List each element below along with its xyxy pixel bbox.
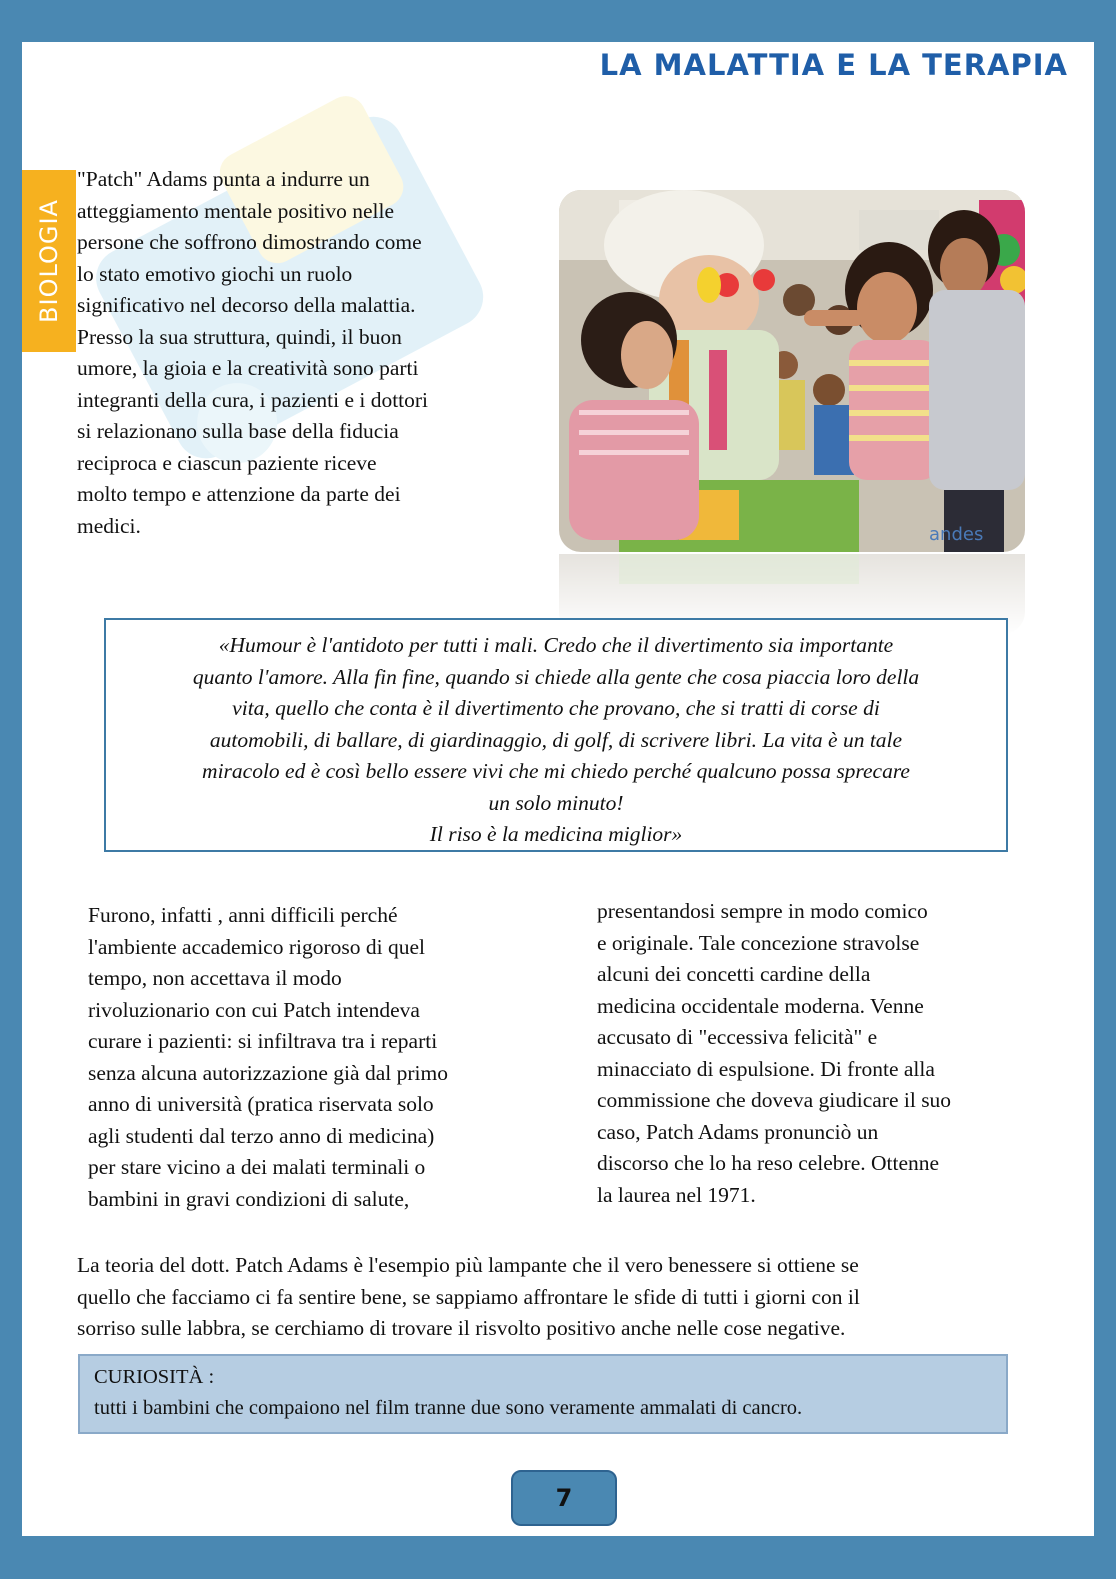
quote-line: quanto l'amore. Alla fin fine, quando si chiede alla gente che cosa piaccia loro della <box>192 664 920 689</box>
text-line: umore, la gioia e la creatività sono parti <box>77 356 419 380</box>
text-line: atteggiamento mentale positivo nelle <box>77 198 395 223</box>
text-line: la laurea nel 1971. <box>597 1182 756 1207</box>
text-line: accusato di "eccessiva felicità" e <box>597 1025 878 1049</box>
text-line: presentandosi sempre in modo comico <box>597 899 928 923</box>
text-line: discorso che lo ha reso celebre. Ottenne <box>597 1151 940 1175</box>
text-line: agli studenti dal terzo anno di medicina) <box>88 1123 435 1148</box>
text-line: bambini in gravi condizioni di salute, <box>88 1186 410 1211</box>
text-line: per stare vicino a dei malati terminali o <box>88 1155 426 1179</box>
curiosity-title: CURIOSITÀ : <box>94 1366 215 1388</box>
page <box>22 42 1094 1536</box>
text-line: curare i pazienti: si infiltrava tra i reparti <box>88 1029 438 1053</box>
text-line: commissione che doveva giudicare il suo <box>597 1088 952 1112</box>
quote-line: automobili, di ballare, di giardinaggio, di golf, di scrivere libri. La vita è un tale <box>209 727 903 752</box>
body-column-right <box>597 896 1027 1211</box>
text-line: La teoria del dott. Patch Adams è l'esempio più lampante che il vero benessere si ottiene se <box>77 1253 859 1277</box>
photo-watermark: andes <box>929 524 984 545</box>
text-line: l'ambiente accademico rigoroso di quel <box>88 934 425 959</box>
text-line: senza alcuna autorizzazione già dal primo <box>88 1060 448 1085</box>
body-column-left <box>88 900 538 1215</box>
text-line: anno di università (pratica riservata solo <box>88 1092 434 1116</box>
quote-box <box>104 618 1008 852</box>
text-line: si relazionano sulla base della fiducia <box>77 419 399 443</box>
text-line: sorriso sulle labbra, se cerchiamo di trovare il risvolto positivo anche nelle cose negative. <box>77 1316 846 1340</box>
text-line: integranti della cura, i pazienti e i dottori <box>77 387 429 412</box>
clown-photo-image <box>559 190 1025 552</box>
text-line: significativo nel decorso della malattia. <box>77 293 416 317</box>
page-number: 7 <box>511 1470 617 1526</box>
curiosity-box <box>78 1354 1008 1434</box>
text-line: Presso la sua struttura, quindi, il buon <box>77 324 402 349</box>
text-line: alcuni dei concetti cardine della <box>597 962 871 986</box>
text-line: quello che facciamo ci fa sentire bene, se sappiamo affrontare le sfide di tutti i giorni con il <box>77 1284 860 1309</box>
curiosity-text: tutti i bambini che compaiono nel film tranne due sono veramente ammalati di cancro. <box>94 1397 803 1419</box>
text-line: Furono, infatti , anni difficili perché <box>88 903 398 927</box>
quote-line: «Humour è l'antidoto per tutti i mali. Credo che il divertimento sia importante <box>218 633 894 657</box>
quote-line: Il riso è la medicina miglior» <box>429 822 683 846</box>
intro-paragraph <box>77 164 517 542</box>
text-line: "Patch" Adams punta a indurre un <box>77 167 370 191</box>
text-line: rivoluzionario con cui Patch intendeva <box>88 997 420 1022</box>
text-line: medici. <box>77 513 141 538</box>
text-line: reciproca e ciascun paziente riceve <box>77 450 377 475</box>
text-line: caso, Patch Adams pronunciò un <box>597 1119 879 1144</box>
text-line: persone che soffrono dimostrando come <box>77 230 422 254</box>
quote-line: miracolo ed è così bello essere vivi che mi chiedo perché qualcuno possa sprecare <box>202 759 910 783</box>
text-line: medicina occidentale moderna. Venne <box>597 993 924 1018</box>
quote-line: vita, quello che conta è il divertimento che provano, che si tratti di corse di <box>232 696 880 720</box>
text-line: minacciato di espulsione. Di fronte alla <box>597 1056 935 1081</box>
conclusion-paragraph <box>77 1250 1037 1345</box>
quote-line: un solo minuto! <box>488 790 624 815</box>
clown-photo <box>559 190 1025 552</box>
subject-tab-label: BIOLOGIA <box>35 199 63 323</box>
text-line: lo stato emotivo giochi un ruolo <box>77 261 353 286</box>
text-line: molto tempo e attenzione da parte dei <box>77 482 401 506</box>
text-line: e originale. Tale concezione stravolse <box>597 930 920 955</box>
text-line: tempo, non accettava il modo <box>88 966 342 990</box>
page-title: LA MALATTIA E LA TERAPIA <box>599 48 1068 82</box>
